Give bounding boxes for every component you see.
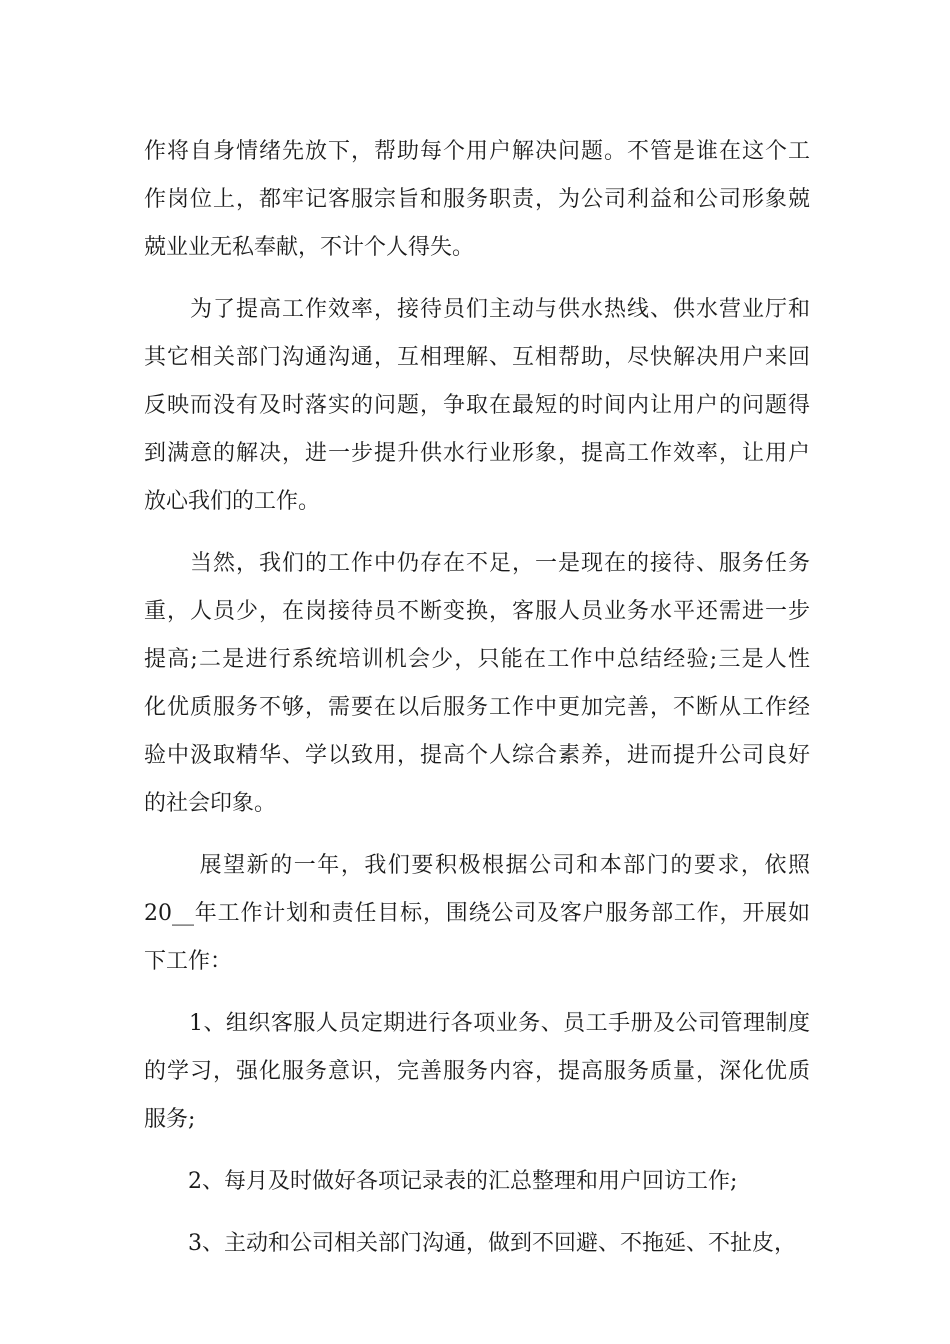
text-line: 重，人员少，在岗接待员不断变换，客服人员业务水平还需进一步 bbox=[144, 599, 810, 624]
text-line: 放心我们的工作。 bbox=[144, 489, 321, 514]
paragraph bbox=[144, 128, 810, 272]
text-line: 下工作： bbox=[144, 949, 233, 974]
text-line: 其它相关部门沟通沟通，互相理解、互相帮助，尽快解决用户来回 bbox=[144, 345, 810, 370]
text-line: 作岗位上，都牢记客服宗旨和服务职责，为公司利益和公司形象兢 bbox=[144, 187, 810, 212]
list-item bbox=[144, 1000, 810, 1144]
text-line: 为了提高工作效率，接待员们主动与供水热线、供水营业厅和 bbox=[144, 297, 810, 322]
text-line: 服务; bbox=[144, 1107, 196, 1132]
list-item bbox=[144, 1220, 810, 1268]
text-line: 20__年工作计划和责任目标，围绕公司及客户服务部工作，开展如 bbox=[144, 901, 810, 926]
text-line: 到满意的解决，进一步提升供水行业形象，提高工作效率，让用户 bbox=[144, 441, 810, 466]
text-line: 提高;二是进行系统培训机会少，只能在工作中总结经验;三是人性 bbox=[144, 647, 810, 672]
text-line: 1、组织客服人员定期进行各项业务、员工手册及公司管理制度 bbox=[144, 1011, 810, 1036]
paragraph bbox=[144, 540, 810, 828]
text-line: 化优质服务不够，需要在以后服务工作中更加完善，不断从工作经 bbox=[144, 695, 810, 720]
text-line: 3、主动和公司相关部门沟通，做到不回避、不拖延、不扯皮， bbox=[144, 1231, 796, 1256]
text-line: 的学习，强化服务意识，完善服务内容，提高服务质量，深化优质 bbox=[144, 1059, 810, 1084]
paragraph bbox=[144, 286, 810, 526]
text-line: 作将自身情绪先放下，帮助每个用户解决问题。不管是谁在这个工 bbox=[144, 139, 810, 164]
text-line: 的社会印象。 bbox=[144, 791, 277, 816]
text-line: 展望新的一年，我们要积极根据公司和本部门的要求，依照 bbox=[144, 853, 810, 878]
text-line: 兢业业无私奉献，不计个人得失。 bbox=[144, 235, 475, 260]
text-line: 当然，我们的工作中仍存在不足，一是现在的接待、服务任务 bbox=[144, 551, 810, 576]
paragraph bbox=[144, 842, 810, 986]
document-body bbox=[144, 128, 810, 1268]
text-line: 验中汲取精华、学以致用，提高个人综合素养，进而提升公司良好 bbox=[144, 743, 810, 768]
list-item bbox=[144, 1158, 810, 1206]
text-line: 反映而没有及时落实的问题，争取在最短的时间内让用户的问题得 bbox=[144, 393, 810, 418]
text-line: 2、每月及时做好各项记录表的汇总整理和用户回访工作; bbox=[144, 1169, 738, 1194]
